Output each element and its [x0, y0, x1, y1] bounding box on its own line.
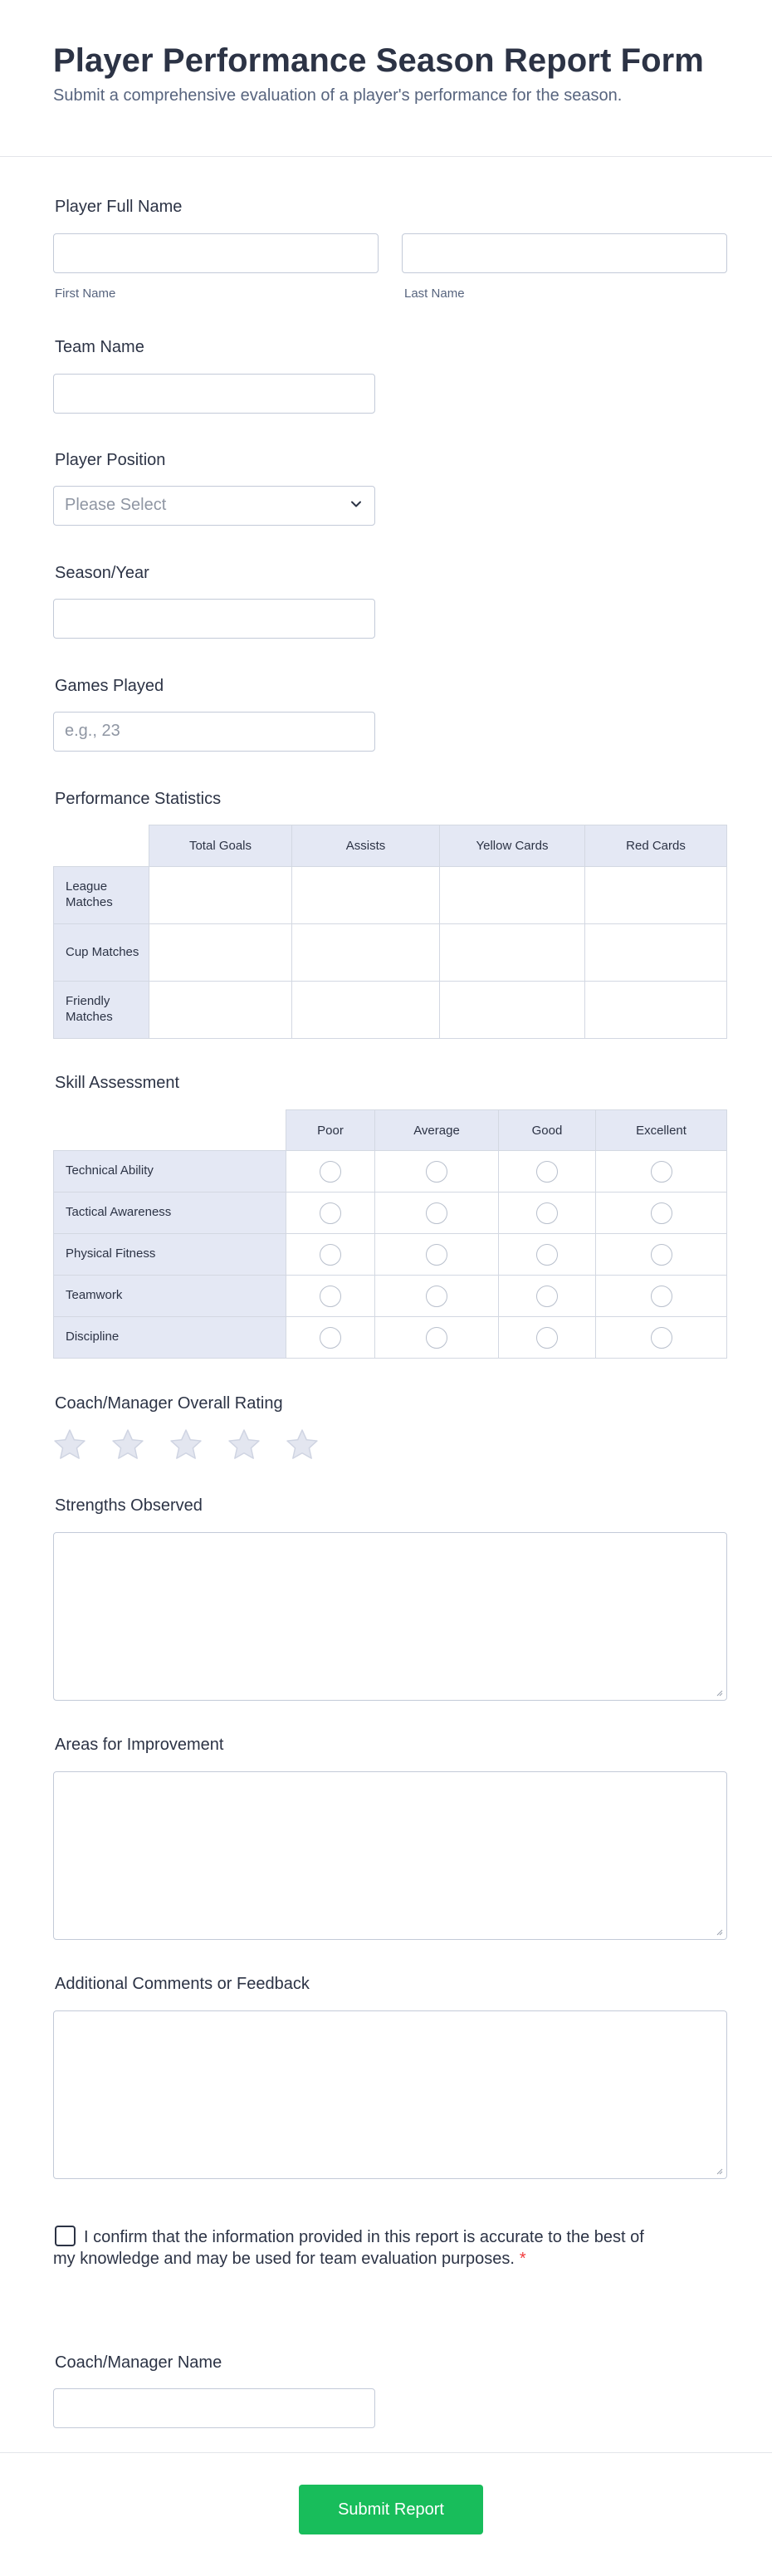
- skill-radio[interactable]: [320, 1244, 341, 1266]
- skills-matrix: [53, 1109, 727, 1359]
- position-label: Player Position: [55, 451, 166, 469]
- skills-col-header: Excellent: [596, 1110, 727, 1151]
- form-footer: [0, 2452, 772, 2576]
- stats-cell-input[interactable]: [440, 924, 585, 982]
- player-name-label: Player Full Name: [55, 198, 183, 216]
- comments-textarea[interactable]: [53, 2010, 727, 2179]
- stats-cell-input[interactable]: [440, 982, 585, 1039]
- first-name-sublabel: First Name: [55, 286, 116, 301]
- skill-radio[interactable]: [536, 1327, 558, 1349]
- resize-handle-icon[interactable]: [715, 1688, 723, 1697]
- skill-radio[interactable]: [536, 1286, 558, 1307]
- position-placeholder: Please Select: [65, 496, 167, 514]
- skills-row-header: Technical Ability: [54, 1151, 286, 1193]
- star-icon[interactable]: [168, 1427, 204, 1463]
- resize-handle-icon[interactable]: [715, 1927, 723, 1936]
- skills-row-header: Teamwork: [54, 1276, 286, 1317]
- stats-col-header: Assists: [292, 825, 440, 867]
- skill-radio[interactable]: [320, 1286, 341, 1307]
- team-name-input[interactable]: [53, 374, 375, 414]
- stats-col-header: Yellow Cards: [440, 825, 585, 867]
- last-name-sublabel: Last Name: [404, 286, 465, 301]
- season-input[interactable]: [53, 599, 375, 639]
- stats-cell-input[interactable]: [585, 924, 727, 982]
- position-select[interactable]: [53, 486, 375, 526]
- skill-radio[interactable]: [426, 1161, 447, 1183]
- stats-row-header: Friendly Matches: [54, 982, 149, 1039]
- games-label: Games Played: [55, 677, 164, 695]
- star-icon[interactable]: [110, 1427, 146, 1463]
- required-asterisk: *: [519, 2250, 526, 2268]
- form-subtitle: Submit a comprehensive evaluation of a player's performance for the season.: [53, 86, 623, 105]
- skills-row-header: Discipline: [54, 1317, 286, 1359]
- skill-radio[interactable]: [651, 1286, 672, 1307]
- consent-checkbox[interactable]: [55, 2226, 76, 2246]
- stats-col-header: Red Cards: [585, 825, 727, 867]
- skill-radio[interactable]: [320, 1202, 341, 1224]
- stats-cell-input[interactable]: [440, 867, 585, 924]
- stats-col-header: Total Goals: [149, 825, 292, 867]
- skill-radio[interactable]: [651, 1161, 672, 1183]
- skill-radio[interactable]: [426, 1327, 447, 1349]
- form-header: [0, 0, 772, 157]
- strengths-textarea[interactable]: [53, 1532, 727, 1701]
- season-label: Season/Year: [55, 564, 149, 582]
- skill-radio[interactable]: [320, 1161, 341, 1183]
- star-rating: [51, 1427, 320, 1463]
- skill-radio[interactable]: [426, 1244, 447, 1266]
- skill-radio[interactable]: [651, 1244, 672, 1266]
- stats-cell-input[interactable]: [585, 867, 727, 924]
- skills-col-header: Good: [499, 1110, 596, 1151]
- skills-col-header: Poor: [286, 1110, 375, 1151]
- stats-cell-input[interactable]: [292, 982, 440, 1039]
- first-name-input[interactable]: [53, 233, 379, 273]
- form-title: Player Performance Season Report Form: [53, 42, 704, 79]
- improvement-textarea[interactable]: [53, 1771, 727, 1940]
- skill-radio[interactable]: [536, 1244, 558, 1266]
- last-name-input[interactable]: [402, 233, 727, 273]
- skill-radio[interactable]: [536, 1161, 558, 1183]
- stats-row-header: Cup Matches: [54, 924, 149, 982]
- consent-text: I confirm that the information provided in this report is accurate to the best of my knowledge and may be used for team evaluation purposes.: [53, 2228, 644, 2268]
- team-name-label: Team Name: [55, 338, 144, 356]
- stats-cell-input[interactable]: [149, 867, 292, 924]
- skills-row-header: Physical Fitness: [54, 1234, 286, 1276]
- stats-cell-input[interactable]: [149, 924, 292, 982]
- skill-radio[interactable]: [320, 1327, 341, 1349]
- stats-cell-input[interactable]: [149, 982, 292, 1039]
- consent-row: [53, 2226, 667, 2270]
- comments-label: Additional Comments or Feedback: [55, 1975, 310, 1993]
- submit-button[interactable]: Submit Report: [299, 2485, 483, 2534]
- stats-row-header: League Matches: [54, 867, 149, 924]
- skill-radio[interactable]: [651, 1202, 672, 1224]
- chevron-down-icon: [348, 496, 364, 512]
- stats-cell-input[interactable]: [292, 867, 440, 924]
- rating-label: Coach/Manager Overall Rating: [55, 1394, 283, 1413]
- skill-radio[interactable]: [651, 1327, 672, 1349]
- coach-name-label: Coach/Manager Name: [55, 2353, 222, 2372]
- stats-cell-input[interactable]: [292, 924, 440, 982]
- coach-name-input[interactable]: [53, 2388, 375, 2428]
- skills-row-header: Tactical Awareness: [54, 1193, 286, 1234]
- skills-col-header: Average: [375, 1110, 499, 1151]
- skills-label: Skill Assessment: [55, 1074, 180, 1092]
- star-icon[interactable]: [284, 1427, 320, 1463]
- strengths-label: Strengths Observed: [55, 1496, 203, 1515]
- skill-radio[interactable]: [426, 1286, 447, 1307]
- star-icon[interactable]: [226, 1427, 262, 1463]
- improvement-label: Areas for Improvement: [55, 1736, 224, 1754]
- stats-table: [53, 825, 727, 1039]
- star-icon[interactable]: [51, 1427, 88, 1463]
- games-placeholder: e.g., 23: [65, 722, 120, 740]
- stats-label: Performance Statistics: [55, 790, 222, 808]
- skill-radio[interactable]: [536, 1202, 558, 1224]
- resize-handle-icon[interactable]: [715, 2167, 723, 2175]
- skill-radio[interactable]: [426, 1202, 447, 1224]
- stats-cell-input[interactable]: [585, 982, 727, 1039]
- games-input[interactable]: [53, 712, 375, 752]
